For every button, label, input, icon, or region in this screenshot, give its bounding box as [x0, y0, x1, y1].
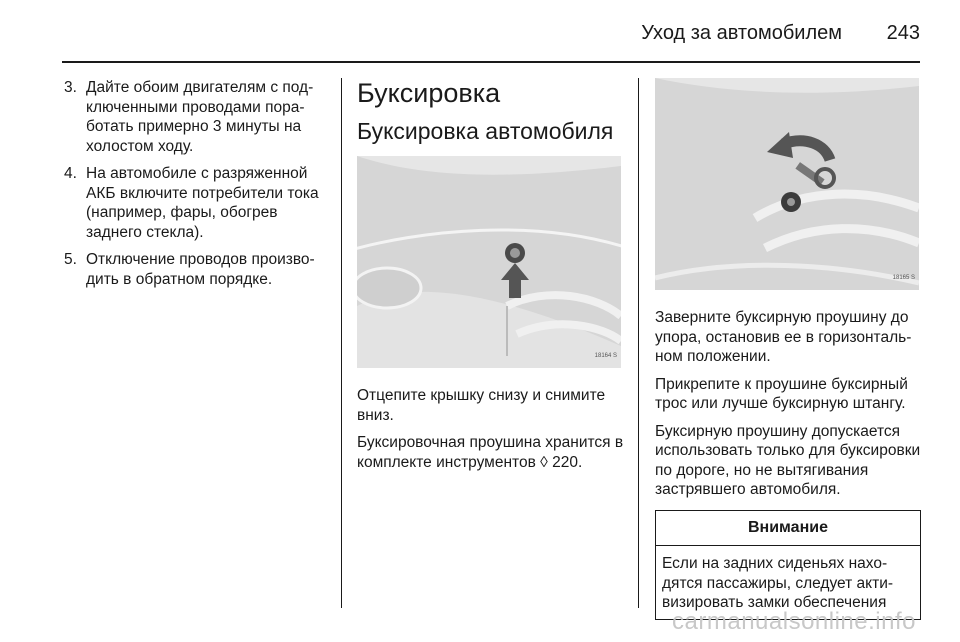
warning-notice-body: Если на задних сиденьях находятся пассажиры, следует активизировать замки обеспечения	[662, 555, 894, 611]
page-header-title: Уход за автомобилем	[641, 22, 842, 44]
figure-code: 18165 S	[892, 274, 915, 281]
list-item-text: Дайте обоим двигателям с подключенными проводами поработать примерно 3 минуты на холостом ходу.	[86, 79, 314, 155]
figure-code: 18164 S	[594, 352, 617, 359]
list-item-text: На автомобиле с разряженной АКБ включите потребители тока (например, фары, обогрев заднего стекла).	[86, 165, 319, 241]
warning-notice-title: Внимание	[656, 511, 920, 547]
section-subheading: Буксировка автомобиля	[357, 118, 614, 144]
paragraph: Буксирную проушину допускается использовать только для буксировки по дороге, но не вытягивания застрявшего автомобиля.	[655, 422, 921, 498]
column-divider-left	[341, 78, 342, 608]
header-divider	[62, 61, 920, 63]
list-item	[64, 78, 334, 156]
column-1	[64, 78, 334, 297]
paragraph: Прикрепите к проушине буксирный трос или лучше буксирную штангу.	[655, 375, 908, 412]
bumper-cover-illustration	[357, 156, 621, 368]
list-item-number: 5.	[64, 251, 77, 268]
paragraph-text: Буксировочная проушина хранится в комплекте инструментов	[357, 434, 624, 471]
list-item-text: Отключение проводов производить в обратном порядке.	[86, 251, 315, 288]
paragraph: Заверните буксирную проушину до упора, остановив ее в горизонтальном положении.	[655, 309, 912, 365]
column-2	[357, 78, 627, 480]
column-divider-right	[638, 78, 639, 608]
tow-eye-illustration	[655, 78, 919, 290]
section-heading: Буксировка	[357, 78, 501, 108]
list-item-number: 4.	[64, 165, 77, 182]
list-item-number: 3.	[64, 79, 77, 96]
warning-notice	[655, 510, 921, 620]
page-ref-icon: ◊	[540, 453, 548, 471]
list-item	[64, 164, 334, 242]
page-number: 243	[886, 22, 920, 44]
watermark: carmanualsonline.info	[672, 608, 916, 635]
column-3	[655, 78, 923, 620]
page-ref-number: 220.	[547, 453, 583, 471]
paragraph	[357, 433, 627, 472]
paragraph: Отцепите крышку снизу и снимите вниз.	[357, 387, 606, 424]
list-item	[64, 250, 334, 289]
